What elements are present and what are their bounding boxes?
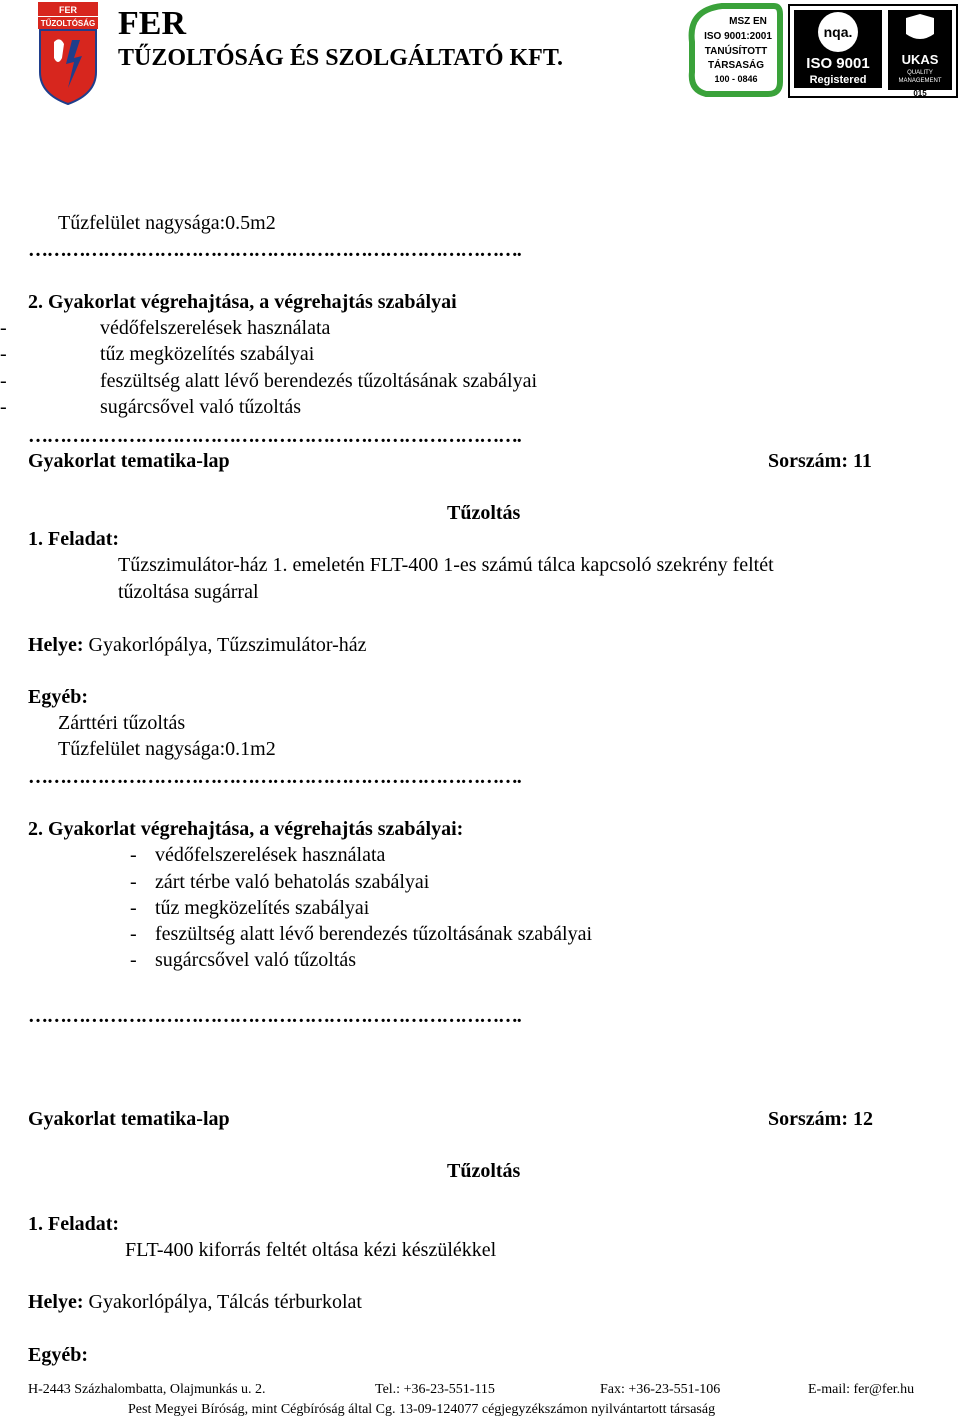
place-value: Gyakorlópálya, Tálcás térburkolat	[88, 1291, 362, 1313]
place-label: Helye:	[28, 1291, 84, 1313]
execution-heading: 2. Gyakorlat végrehajtása, a végrehajtás szabályai:	[28, 818, 464, 840]
dotted-separator: …………………………………………………………………….	[28, 1005, 521, 1027]
ukas-text: UKAS	[901, 52, 939, 67]
ukas-number-text: 015	[913, 89, 927, 98]
task-description-cont: tűzoltása sugárral	[118, 581, 259, 603]
footer-address: H-2443 Százhalombatta, Olajmunkás u. 2.	[28, 1382, 266, 1397]
company-full-name: TŰZOLTÓSÁG ÉS SZOLGÁLTATÓ KFT.	[118, 45, 564, 71]
list-item: tűz megközelítés szabályai	[100, 343, 315, 365]
other-label: Egyéb:	[28, 1344, 88, 1366]
list-dash: -	[130, 949, 137, 971]
sheet-title: Gyakorlat tematika-lap	[28, 1108, 230, 1130]
iso-9001-text: ISO 9001	[806, 55, 870, 72]
list-dash: -	[0, 343, 7, 365]
sheet-number: Sorszám: 12	[768, 1108, 873, 1130]
sheet-subject: Tűzoltás	[447, 1160, 521, 1182]
fire-area-size: Tűzfelület nagysága:0.5m2	[58, 212, 276, 234]
execution-heading: 2. Gyakorlat végrehajtása, a végrehajtás szabályai	[28, 291, 457, 313]
place-row	[28, 633, 367, 657]
footer-registry: Pest Megyei Bíróság, mint Cégbíróság által Cg. 13-09-124077 cégjegyzékszámon nyilvántartott társaság	[128, 1402, 716, 1417]
task-description: Tűzszimulátor-ház 1. emeletén FLT-400 1-es számú tálca kapcsoló szekrény feltét	[118, 554, 774, 576]
list-item: zárt térbe való behatolás szabályai	[155, 871, 430, 893]
list-item: tűz megközelítés szabályai	[155, 897, 370, 919]
ukas-sub1-text: QUALITY	[907, 70, 933, 76]
cert1-line-2: ISO 9001:2001	[704, 31, 772, 42]
task-label: 1. Feladat:	[28, 1213, 120, 1235]
task-description: FLT-400 kiforrás feltét oltása kézi készülékkel	[125, 1239, 497, 1261]
list-dash: -	[130, 844, 137, 866]
list-dash: -	[0, 317, 7, 339]
list-item: védőfelszerelések használata	[155, 844, 386, 866]
msz-en-iso-certificate-logo	[682, 2, 784, 98]
cert1-line-1: MSZ EN	[729, 16, 767, 27]
svg-text:FER: FER	[59, 5, 77, 15]
cert1-line-5: 100 - 0846	[714, 74, 758, 84]
logo-text: TŰZOLTÓSÁG	[40, 19, 96, 28]
list-item: védőfelszerelések használata	[100, 317, 331, 339]
place-row	[28, 1290, 362, 1314]
footer-email: E-mail: fer@fer.hu	[808, 1382, 915, 1397]
footer-fax: Fax: +36-23-551-106	[600, 1382, 721, 1397]
place-label: Helye:	[28, 634, 84, 656]
cert1-line-4: TÁRSASÁG	[707, 60, 765, 71]
list-dash: -	[0, 396, 7, 418]
nqa-text: nqa.	[823, 24, 853, 40]
footer-phone: Tel.: +36-23-551-115	[375, 1382, 495, 1397]
task-label: 1. Feladat:	[28, 528, 120, 550]
company-short-name: FER	[118, 5, 186, 42]
registered-text: Registered	[809, 74, 867, 86]
ukas-sub2-text: MANAGEMENT	[898, 78, 942, 84]
list-dash: -	[130, 871, 137, 893]
other-line: Zárttéri tűzoltás	[58, 712, 186, 734]
sheet-number: Sorszám: 11	[768, 450, 872, 472]
list-item: feszültség alatt lévő berendezés tűzoltásának szabályai	[100, 370, 538, 392]
list-item: feszültség alatt lévő berendezés tűzoltásának szabályai	[155, 923, 593, 945]
cert1-line-3: TANÚSÍTOTT	[704, 46, 768, 57]
sheet-title: Gyakorlat tematika-lap	[28, 450, 230, 472]
dotted-separator: …………………………………………………………………….	[28, 766, 521, 788]
sheet-subject: Tűzoltás	[447, 502, 521, 524]
other-label: Egyéb:	[28, 686, 88, 708]
list-item: sugárcsővel való tűzoltás	[100, 396, 302, 418]
list-dash: -	[130, 897, 137, 919]
place-value: Gyakorlópálya, Tűzszimulátor-ház	[88, 634, 367, 656]
dotted-separator: …………………………………………………………………….	[28, 425, 521, 447]
list-item: sugárcsővel való tűzoltás	[155, 949, 357, 971]
dotted-separator: …………………………………………………………………….	[28, 239, 521, 261]
list-dash: -	[130, 923, 137, 945]
nqa-ukas-certificate-logo	[788, 4, 958, 98]
other-line: Tűzfelület nagysága:0.1m2	[58, 738, 276, 760]
company-logo	[38, 2, 98, 106]
list-dash: -	[0, 370, 7, 392]
